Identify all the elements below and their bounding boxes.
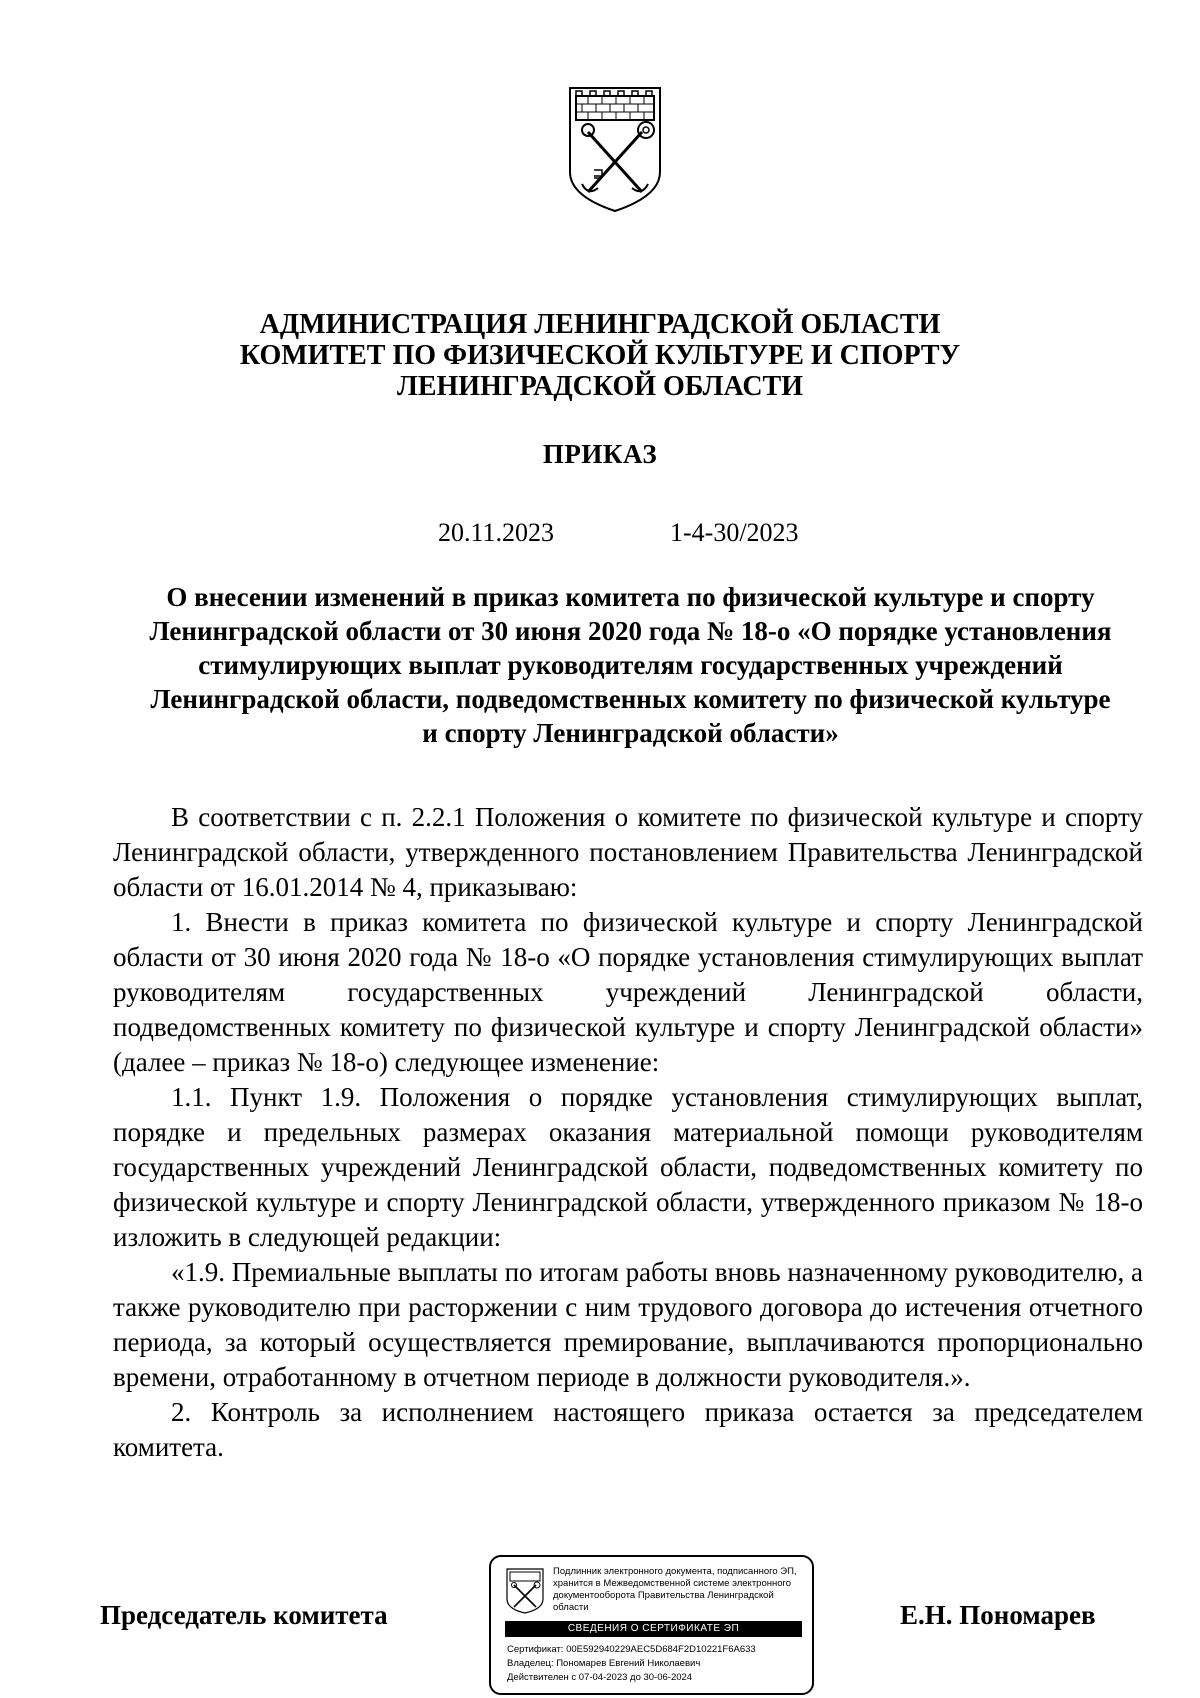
order-title: ПРИКАЗ [542, 439, 658, 469]
order-body [113, 800, 1143, 1465]
body-paragraph: В соответствии с п. 2.2.1 Положения о комитете по физической культуре и спорту Ленинградской области, утвержденного постановлением Правительства Ленинградской области от 16.01.2014 № 4, приказываю: [113, 802, 1143, 902]
header-line-2: КОМИТЕТ ПО ФИЗИЧЕСКОЙ КУЛЬТУРЕ И СПОРТУ [239, 340, 961, 371]
body-paragraph: 1. Внести в приказ комитета по физической культуре и спорту Ленинградской области от 30 июня 2020 года № 18-о «О порядке установления стимулирующих выплат руководителям государственных учреждений Ленинградской области, подведомственных комитету по физической культуре и спорту Ленинградской области» (далее – приказ № 18-о) следующее изменение: [113, 907, 1143, 1077]
order-date: 20.11.2023 [438, 518, 555, 547]
subject-line: стимулирующих выплат руководителям государственных учреждений [198, 650, 1063, 680]
coat-of-arms-emblem [566, 84, 664, 214]
stamp-certificate-bar: СВЕДЕНИЯ О СЕРТИФИКАТЕ ЭП [505, 1621, 802, 1637]
stamp-owner: Владелец: Пономарев Евгений Николаевич [507, 1658, 701, 1669]
order-number: 1-4-30/2023 [670, 518, 799, 547]
signer-position: Председатель комитета [100, 1600, 388, 1630]
subject-line: Ленинградской области, подведомственных комитету по физической культуре [150, 684, 1111, 714]
coat-of-arms-icon [505, 1567, 545, 1615]
subject-line: О внесении изменений в приказ комитета по физической культуре и спорту [166, 582, 1095, 612]
stamp-certificate: Сертификат: 00E592940229AEC5D684F2D10221F6A633 [507, 1644, 756, 1655]
stamp-valid: Действителен с 07-04-2023 до 30-06-2024 [507, 1672, 693, 1683]
stamp-header-line: Подлинник электронного документа, подписанного ЭП, [553, 1566, 797, 1577]
signer-name: Е.Н. Пономарев [900, 1600, 1096, 1630]
subject-line: Ленинградской области от 30 июня 2020 года № 18-о «О порядке установления [149, 616, 1112, 646]
order-subject [113, 580, 1148, 750]
subject-line: и спорту Ленинградской области» [422, 718, 839, 748]
body-paragraph: «1.9. Премиальные выплаты по итогам работы вновь назначенному руководителю, а также руководителю при расторжении с ним трудового договора до истечения отчетного периода, за который осуществляется премирование, выплачиваются пропорционально времени, отработанному в отчетном периоде в должности руководителя.». [113, 1257, 1143, 1392]
body-paragraph: 2. Контроль за исполнением настоящего приказа остается за председателем комитета. [113, 1397, 1143, 1462]
header-line-3: ЛЕНИНГРАДСКОЙ ОБЛАСТИ [396, 371, 804, 402]
stamp-details [507, 1643, 807, 1685]
body-paragraph: 1.1. Пункт 1.9. Положения о порядке установления стимулирующих выплат, порядке и предельных размерах оказания материальной помощи руководителям государственных учреждений Ленинградской области, подведомственных комитету по физической культуре и спорту Ленинградской области, утвержденного приказом № 18-о изложить в следующей редакции: [113, 1082, 1143, 1252]
header-line-1: АДМИНИСТРАЦИЯ ЛЕНИНГРАДСКОЙ ОБЛАСТИ [259, 309, 941, 340]
stamp-header-line: хранится в Межведомственной системе электронного [553, 1578, 792, 1589]
electronic-signature-stamp [489, 1555, 814, 1695]
stamp-header-line: документооборота Правительства Ленинградской области [553, 1590, 774, 1613]
stamp-header [553, 1566, 805, 1614]
